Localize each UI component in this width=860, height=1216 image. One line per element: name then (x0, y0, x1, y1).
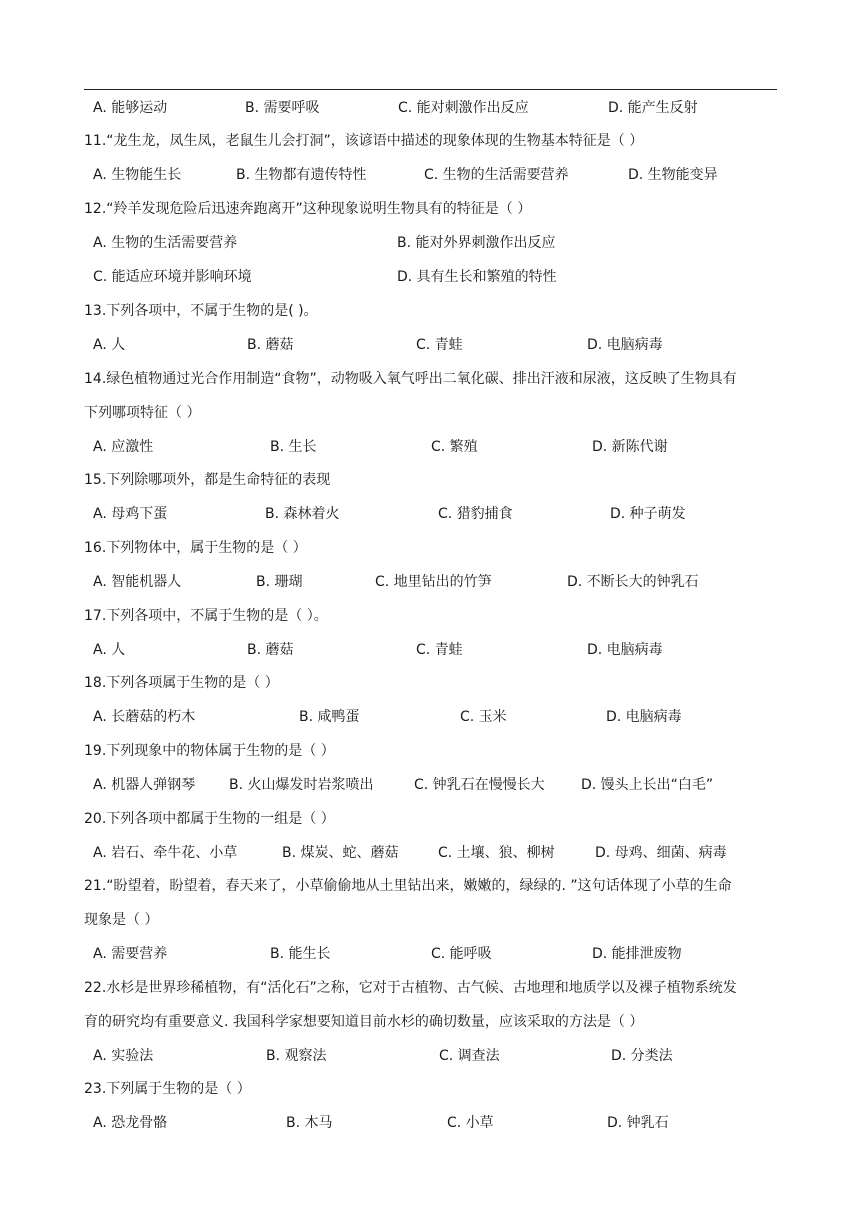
q16-stem: 16.下列物体中，属于生物的是（ ） (84, 540, 307, 556)
q18-option-c: C. 玉米 (460, 709, 507, 725)
q11-option-b: B. 生物都有遗传特性 (236, 167, 367, 183)
q15-option-b: B. 森林着火 (265, 506, 340, 522)
q21-option-d: D. 能排泄废物 (592, 946, 682, 962)
q14-option-d: D. 新陈代谢 (592, 439, 668, 455)
q16-option-b: B. 珊瑚 (256, 574, 303, 590)
header-rule (84, 89, 777, 90)
q18-option-a: A. 长蘑菇的朽木 (93, 709, 196, 725)
q14-option-a: A. 应激性 (93, 439, 154, 455)
q10-option-b: B. 需要呼吸 (245, 100, 320, 116)
q11-option-a: A. 生物能生长 (93, 167, 182, 183)
q22-option-c: C. 调查法 (439, 1048, 500, 1064)
q17-stem: 17.下列各项中，不属于生物的是（ ）。 (84, 608, 328, 624)
q17-option-a: A. 人 (93, 642, 126, 658)
q15-option-a: A. 母鸡下蛋 (93, 506, 168, 522)
q20-option-c: C. 土壤、狼、柳树 (438, 845, 555, 861)
q17-option-d: D. 电脑病毒 (587, 642, 663, 658)
q20-option-d: D. 母鸡、细菌、病毒 (595, 845, 727, 861)
q23-option-c: C. 小草 (447, 1115, 494, 1131)
q22-stem-line1: 22.水杉是世界珍稀植物，有“活化石”之称，它对于古植物、古气候、古地理和地质学以及裸子植物系统发 (84, 980, 737, 996)
q20-option-b: B. 煤炭、蛇、蘑菇 (282, 845, 399, 861)
q13-option-c: C. 青蛙 (416, 337, 463, 353)
q22-option-a: A. 实验法 (93, 1048, 154, 1064)
q10-option-c: C. 能对刺激作出反应 (398, 100, 529, 116)
q13-stem: 13.下列各项中，不属于生物的是( )。 (84, 303, 318, 319)
q18-option-b: B. 咸鸭蛋 (299, 709, 360, 725)
q20-stem: 20.下列各项中都属于生物的一组是（ ） (84, 811, 335, 827)
q13-option-b: B. 蘑菇 (247, 337, 294, 353)
q18-stem: 18.下列各项属于生物的是（ ） (84, 675, 279, 691)
q14-option-c: C. 繁殖 (431, 439, 478, 455)
q23-option-d: D. 钟乳石 (607, 1115, 669, 1131)
q17-option-b: B. 蘑菇 (247, 642, 294, 658)
q16-option-c: C. 地里钻出的竹笋 (375, 574, 492, 590)
q11-option-d: D. 生物能变异 (628, 167, 718, 183)
q15-stem: 15.下列除哪项外，都是生命特征的表现 (84, 472, 331, 488)
q21-stem-line2: 现象是（ ） (84, 912, 159, 928)
q12-option-d: D. 具有生长和繁殖的特性 (397, 269, 557, 285)
q13-option-d: D. 电脑病毒 (587, 337, 663, 353)
q22-option-d: D. 分类法 (611, 1048, 673, 1064)
q14-stem-line1: 14.绿色植物通过光合作用制造“食物”，动物吸入氧气呼出二氧化碳、排出汗液和尿液，这反映了生物具有 (84, 371, 737, 387)
q10-option-d: D. 能产生反射 (608, 100, 698, 116)
q22-option-b: B. 观察法 (266, 1048, 327, 1064)
q11-option-c: C. 生物的生活需要营养 (424, 167, 569, 183)
q12-option-c: C. 能适应环境并影响环境 (93, 269, 252, 285)
q21-option-c: C. 能呼吸 (431, 946, 492, 962)
q15-option-d: D. 种子萌发 (610, 506, 686, 522)
q20-option-a: A. 岩石、牵牛花、小草 (93, 845, 238, 861)
q21-option-a: A. 需要营养 (93, 946, 168, 962)
q11-stem: 11.“龙生龙，凤生凤，老鼠生儿会打洞”，该谚语中描述的现象体现的生物基本特征是（ ） (84, 133, 644, 149)
q16-option-d: D. 不断长大的钟乳石 (567, 574, 699, 590)
q23-stem: 23.下列属于生物的是（ ） (84, 1081, 251, 1097)
q13-option-a: A. 人 (93, 337, 126, 353)
q16-option-a: A. 智能机器人 (93, 574, 182, 590)
q19-stem: 19.下列现象中的物体属于生物的是（ ） (84, 743, 335, 759)
q18-option-d: D. 电脑病毒 (606, 709, 682, 725)
q21-option-b: B. 能生长 (270, 946, 331, 962)
q21-stem-line1: 21.“盼望着，盼望着，春天来了，小草偷偷地从土里钻出来，嫩嫩的，绿绿的. ”这句话体现了小草的生命 (84, 878, 732, 894)
q14-option-b: B. 生长 (270, 439, 317, 455)
q19-option-c: C. 钟乳石在慢慢长大 (414, 777, 545, 793)
q19-option-b: B. 火山爆发时岩浆喷出 (229, 777, 374, 793)
q17-option-c: C. 青蛙 (416, 642, 463, 658)
q23-option-a: A. 恐龙骨骼 (93, 1115, 168, 1131)
q19-option-a: A. 机器人弹钢琴 (93, 777, 196, 793)
q22-stem-line2: 育的研究均有重要意义. 我国科学家想要知道目前水杉的确切数量，应该采取的方法是（ ） (84, 1014, 644, 1030)
q15-option-c: C. 猎豹捕食 (438, 506, 513, 522)
q12-option-a: A. 生物的生活需要营养 (93, 235, 238, 251)
q19-option-d: D. 馒头上长出“白毛” (581, 777, 714, 793)
q10-option-a: A. 能够运动 (93, 100, 168, 116)
q12-stem: 12.“羚羊发现危险后迅速奔跑离开”这种现象说明生物具有的特征是（ ） (84, 201, 532, 217)
q14-stem-line2: 下列哪项特征（ ） (84, 405, 201, 421)
q12-option-b: B. 能对外界刺激作出反应 (397, 235, 556, 251)
q23-option-b: B. 木马 (286, 1115, 333, 1131)
